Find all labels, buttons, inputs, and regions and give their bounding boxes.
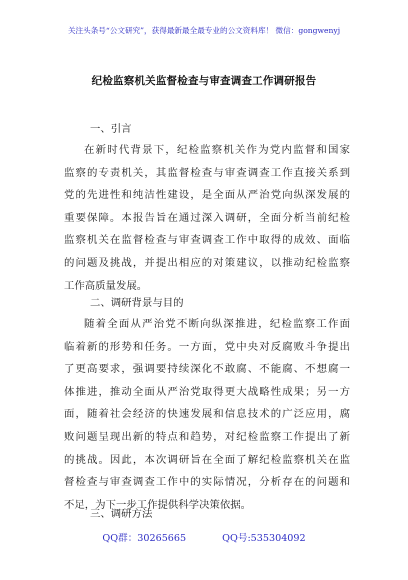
paragraph-line: 面，随着社会经济的快速发展和信息技术的广泛应用，腐 [64, 408, 350, 421]
footer-contact [0, 533, 408, 545]
paragraph-line: 监察机关在监督检查与审查调查工作中取得的成效、面临 [64, 234, 350, 247]
paragraph-line: 不足，为下一步工作提供科学决策依据。 [64, 498, 252, 511]
paragraph-line: 临着新的形势和任务。一方面，党中央对反腐败斗争提出 [64, 340, 350, 353]
paragraph-line: 工作高质量发展。 [64, 279, 148, 292]
section-heading-background: 二、调研背景与目的 [90, 297, 184, 309]
paragraph-line: 了更高要求，强调要持续深化不敢腐、不能腐、不想腐一 [64, 363, 350, 376]
paragraph-line: 的问题及挑战，并提出相应的对策建议，以推动纪检监察 [64, 256, 350, 269]
header-banner[interactable]: 关注头条号“公文研究”，获得最新最全最专业的公文资料库！ 微信：gongwenyj [67, 26, 341, 35]
qq-number-label[interactable]: QQ号:535304092 [222, 533, 306, 544]
section-body-intro [64, 139, 350, 297]
paragraph-line: 督检查与审查调查工作中的实际情况，分析存在的问题和 [64, 476, 350, 489]
section-body-background [64, 313, 350, 516]
qq-group-label[interactable]: QQ群：30265665 [102, 533, 187, 544]
paragraph-line: 党的先进性和纯洁性建设，是全面从严治党向纵深发展的 [64, 189, 350, 202]
paragraph-line: 败问题呈现出新的特点和趋势，对纪检监察工作提出了新 [64, 430, 350, 443]
section-heading-methods: 三、调研方法 [90, 508, 153, 520]
section-heading-intro: 一、引言 [90, 123, 132, 135]
paragraph-line: 体推进，推动全面从严治党取得更大战略性成果；另一方 [64, 385, 350, 398]
paragraph-line: 的挑战。因此，本次调研旨在全面了解纪检监察机关在监 [64, 453, 350, 466]
paragraph-line: 随着全面从严治党不断向纵深推进，纪检监察工作面 [84, 318, 350, 330]
paragraph-line: 在新时代背景下，纪检监察机关作为党内监督和国家 [84, 144, 350, 156]
paragraph-line: 监察的专责机关，其监督检查与审查调查工作直接关系到 [64, 166, 350, 179]
paragraph-line: 重要保障。本报告旨在通过深入调研，全面分析当前纪检 [64, 211, 350, 224]
document-title: 纪检监察机关监督检查与审查调查工作调研报告 [91, 75, 317, 87]
